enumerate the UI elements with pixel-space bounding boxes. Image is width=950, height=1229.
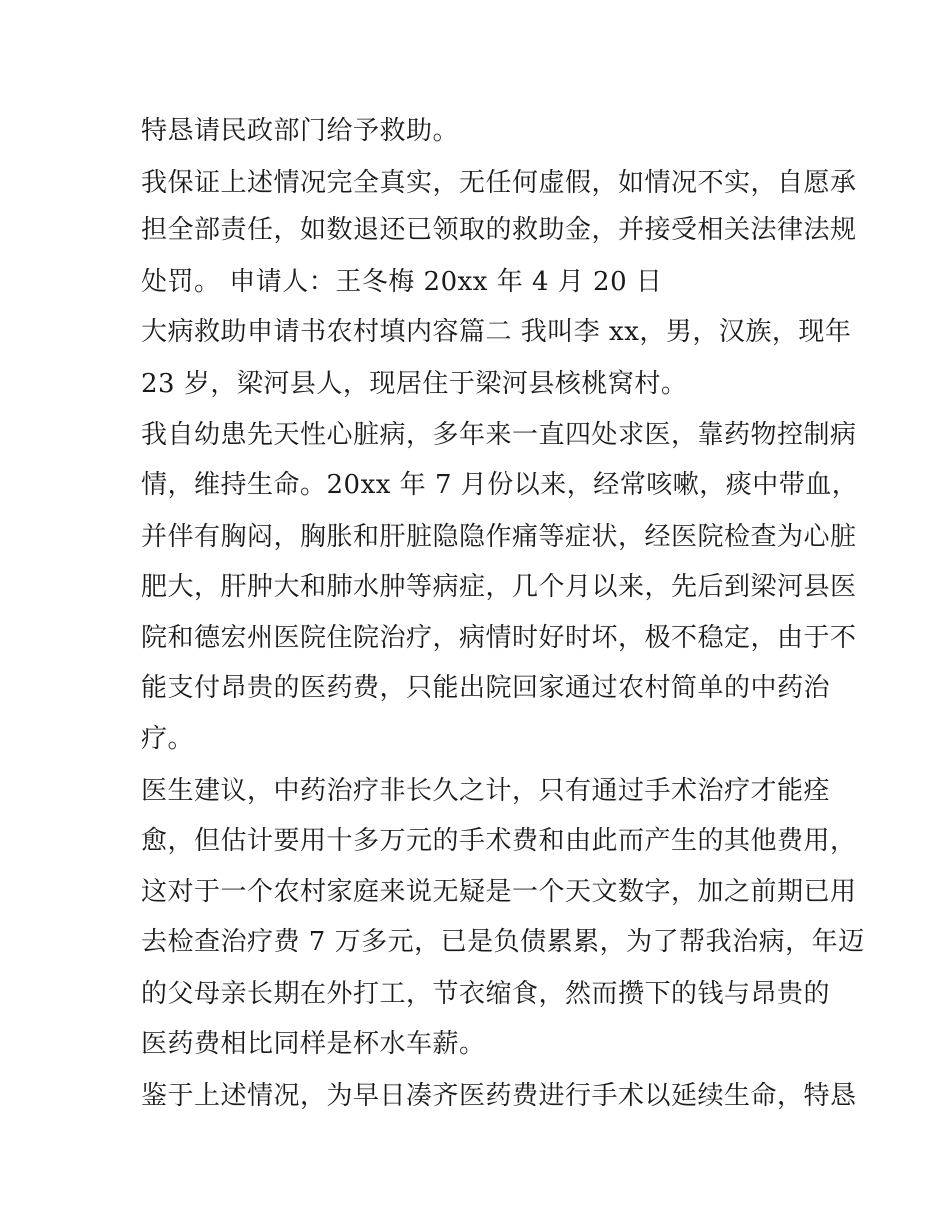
text-line: 处罚。 申请人：王冬梅 20xx 年 4 月 20 日 bbox=[141, 267, 663, 297]
text-line: 院和德宏州医院住院治疗，病情时好时坏，极不稳定，由于不 bbox=[141, 623, 857, 653]
text-line: 去检查治疗费 7 万多元，已是负债累累，为了帮我治病，年迈 bbox=[141, 927, 865, 957]
text-line: 鉴于上述情况，为早日凑齐医药费进行手术以延续生命，特恳 bbox=[141, 1081, 857, 1111]
text-line: 愈，但估计要用十多万元的手术费和由此而产生的其他费用， bbox=[141, 826, 857, 856]
text-line: 23 岁，梁河县人，现居住于梁河县核桃窝村。 bbox=[141, 369, 688, 399]
text-line: 的父母亲长期在外打工，节衣缩食，然而攒下的钱与昂贵的 bbox=[141, 979, 831, 1009]
text-line: 肥大，肝肿大和肺水肿等病症，几个月以来，先后到梁河县医 bbox=[141, 572, 857, 602]
text-line: 我自幼患先天性心脏病，多年来一直四处求医，靠药物控制病 bbox=[141, 420, 857, 450]
text-line: 大病救助申请书农村填内容篇二 我叫李 xx，男，汉族，现年 bbox=[141, 317, 852, 347]
text-line: 医生建议，中药治疗非长久之计，只有通过手术治疗才能痊 bbox=[141, 776, 831, 806]
text-line: 能支付昂贵的医药费，只能出院回家通过农村简单的中药治 bbox=[141, 673, 831, 703]
text-line: 这对于一个农村家庭来说无疑是一个天文数字，加之前期已用 bbox=[141, 877, 857, 907]
text-line: 特恳请民政部门给予救助。 bbox=[141, 116, 460, 146]
text-line: 疗。 bbox=[141, 724, 195, 754]
text-line: 情，维持生命。20xx 年 7 月份以来，经常咳嗽，痰中带血， bbox=[141, 470, 859, 500]
text-line: 并伴有胸闷，胸胀和肝脏隐隐作痛等症状，经医院检查为心脏 bbox=[141, 522, 857, 552]
text-line: 医药费相比同样是杯水车薪。 bbox=[141, 1029, 486, 1059]
text-line: 我保证上述情况完全真实，无任何虚假，如情况不实，自愿承 bbox=[141, 168, 857, 198]
text-line: 担全部责任，如数退还已领取的救助金，并接受相关法律法规 bbox=[141, 215, 857, 245]
